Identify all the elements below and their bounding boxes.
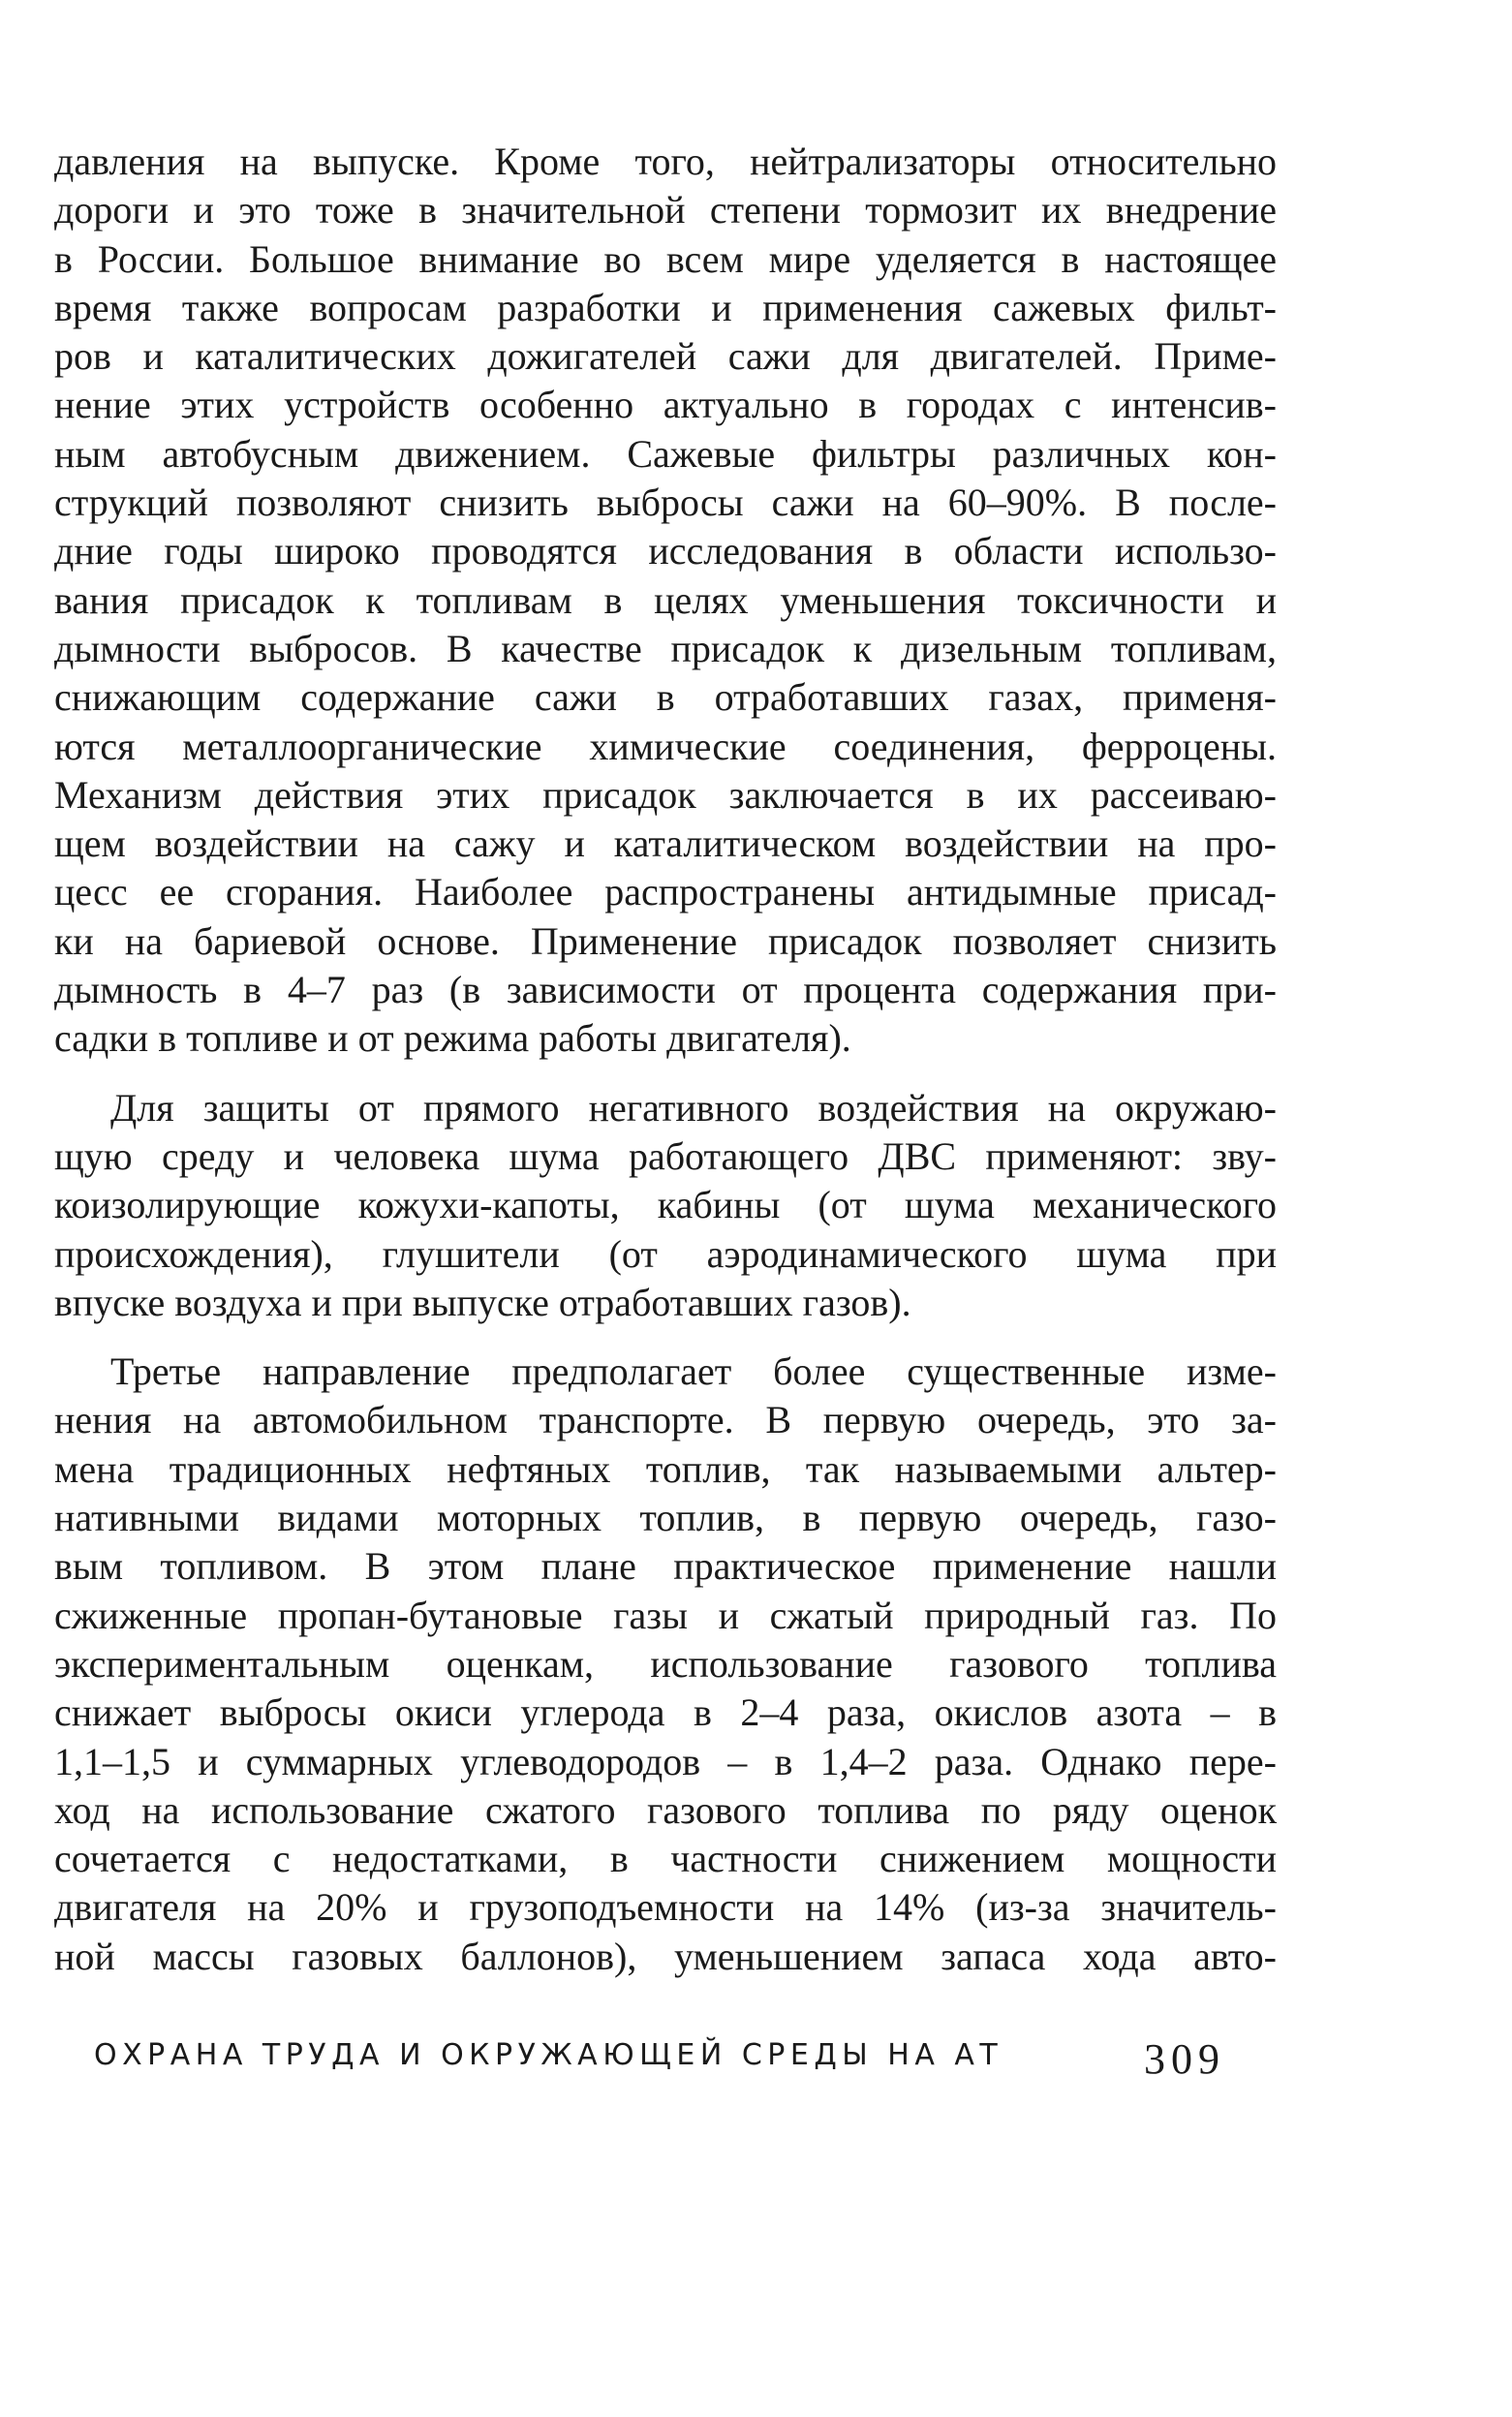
text-line: щую среду и человека шума работающего ДВС применяют: зву- xyxy=(54,1133,1277,1178)
text-line: вым топливом. В этом плане практическое применение нашли xyxy=(54,1544,1277,1589)
page-number: 309 xyxy=(1144,2035,1225,2083)
running-title: ОХРАНА ТРУДА И ОКРУЖАЮЩЕЙ СРЕДЫ НА АТ xyxy=(94,2038,1003,2072)
paragraph-2 xyxy=(54,1084,1277,1327)
text-line: впуске воздуха и при выпуске отработавших газов). xyxy=(54,1280,911,1324)
text-line: цесс ее сгорания. Наиболее распространены антидымные присад- xyxy=(54,870,1277,914)
paragraph-spacer xyxy=(54,1327,1277,1348)
text-line: 1,1–1,5 и суммарных углеводородов – в 1,4–2 раза. Однако пере- xyxy=(54,1739,1277,1783)
text-line: коизолирующие кожухи-капоты, кабины (от шума механического xyxy=(54,1183,1277,1227)
text-line: дороги и это тоже в значительной степени тормозит их внедрение xyxy=(54,188,1277,232)
text-line: вания присадок к топливам в целях уменьшения токсичности и xyxy=(54,577,1277,622)
text-line: время также вопросам разработки и применения сажевых фильт- xyxy=(54,285,1277,329)
paragraph-spacer xyxy=(54,1064,1277,1084)
text-line: происхождения), глушители (от аэродинамического шума при xyxy=(54,1231,1277,1276)
text-line: садки в топливе и от режима работы двигателя). xyxy=(54,1016,851,1061)
text-line: Третье направление предполагает более существенные изме- xyxy=(110,1349,1277,1394)
text-line: двигателя на 20% и грузоподъемности на 14% (из-за значитель- xyxy=(54,1885,1277,1930)
text-line: нения на автомобильном транспорте. В первую очередь, это за- xyxy=(54,1398,1277,1442)
text-line: щем воздействии на сажу и каталитическом воздействии на про- xyxy=(54,821,1277,866)
text-line: в России. Большое внимание во всем мире уделяется в настоящее xyxy=(54,236,1277,281)
text-line: дымность в 4–7 раз (в зависимости от процента содержания при- xyxy=(54,968,1277,1012)
text-line: ки на бариевой основе. Применение присадок позволяет снизить xyxy=(54,918,1277,963)
text-line: Механизм действия этих присадок заключается в их рассеиваю- xyxy=(54,772,1277,817)
text-line: ной массы газовых баллонов), уменьшением запаса хода авто- xyxy=(54,1934,1277,1978)
text-line: экспериментальным оценкам, использование газового топлива xyxy=(54,1641,1277,1686)
text-line: ным автобусным движением. Сажевые фильтры различных кон- xyxy=(54,431,1277,476)
text-line: дымности выбросов. В качестве присадок к дизельным топливам, xyxy=(54,626,1277,670)
text-line: ются металлоорганические химические соединения, ферроцены. xyxy=(54,724,1277,768)
text-line: ход на использование сжатого газового топлива по ряду оценок xyxy=(54,1787,1277,1832)
body-text xyxy=(54,138,1277,1981)
text-line: снижающим содержание сажи в отработавших газах, применя- xyxy=(54,675,1277,720)
text-line: струкций позволяют снизить выбросы сажи на 60–90%. В после- xyxy=(54,480,1277,525)
text-line: ров и каталитических дожигателей сажи для двигателей. Приме- xyxy=(54,334,1277,379)
text-line: сжиженные пропан-бутановые газы и сжатый природный газ. По xyxy=(54,1593,1277,1637)
page-footer xyxy=(94,2034,1225,2083)
paragraph-3 xyxy=(54,1348,1277,1981)
text-line: Для защиты от прямого негативного воздействия на окружаю- xyxy=(110,1085,1277,1130)
text-line: нативными видами моторных топлив, в первую очередь, газо- xyxy=(54,1496,1277,1540)
paragraph-1 xyxy=(54,138,1277,1064)
text-line: дние годы широко проводятся исследования в области использо- xyxy=(54,529,1277,573)
text-line: давления на выпуске. Кроме того, нейтрализаторы относительно xyxy=(54,139,1277,183)
text-line: сочетается с недостатками, в частности снижением мощности xyxy=(54,1837,1277,1881)
text-line: мена традиционных нефтяных топлив, так называемыми альтер- xyxy=(54,1446,1277,1491)
text-line: нение этих устройств особенно актуально в городах с интенсив- xyxy=(54,383,1277,427)
text-line: снижает выбросы окиси углерода в 2–4 раза, окислов азота – в xyxy=(54,1690,1277,1735)
